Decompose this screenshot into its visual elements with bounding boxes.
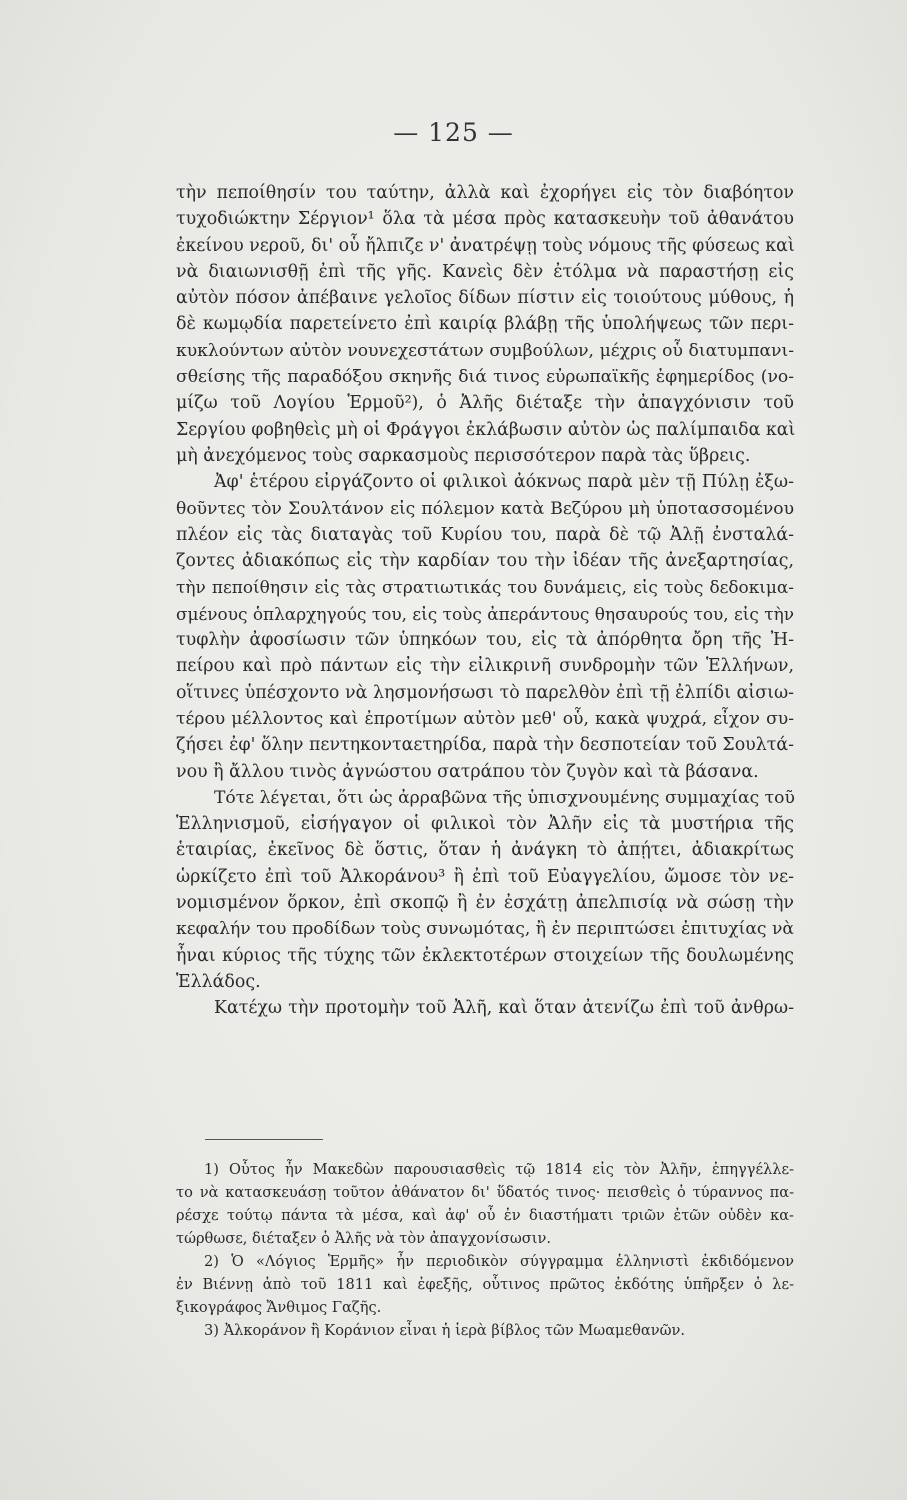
text-line: αὐτὸν πόσον ἀπέβαινε γελοῖος δίδων πίστιν εἰς τοιούτους μύθους, ἡ	[176, 288, 794, 309]
text-line: τυχοδιώκτην Σέργιον¹ ὅλα τὰ μέσα πρὸς κατασκευὴν τοῦ ἀθανάτου	[176, 209, 794, 230]
paragraph-3	[176, 785, 794, 995]
text-line: ζήσει ἐφ' ὅλην πεντηκονταετηρίδα, παρὰ τὴν δεσποτείαν τοῦ Σουλτά-	[176, 735, 794, 756]
text-line: τὴν πεποίθησίν του ταύτην, ἀλλὰ καὶ ἐχορήγει εἰς τὸν διαβόητον	[176, 183, 794, 203]
text-line: Ἑλλάδος.	[176, 971, 261, 992]
text-line: δὲ κωμῳδία παρετείνετο ἐπὶ καιρίᾳ βλάβῃ τῆς ὑπολήψεως τῶν περι-	[176, 314, 794, 335]
text-line: Τότε λέγεται, ὅτι ὡς ἀρραβῶνα τῆς ὑπισχνουμένης συμμαχίας τοῦ	[214, 787, 795, 808]
footnote-separator	[205, 1139, 323, 1140]
text-line: σθείσης τῆς παραδόξου σκηνῆς διά τινος εὐρωπαϊκῆς ἐφημερίδος (νο-	[176, 367, 794, 388]
paragraph-1	[176, 180, 794, 469]
footnote-line: ρέσχε τούτῳ πάντα τὰ μέσα, καὶ ἀφ' οὗ ἐν διαστήματι τριῶν ἐτῶν οὐδὲν κα-	[176, 1207, 794, 1224]
text-line: πλέον εἰς τὰς διαταγὰς τοῦ Κυρίου του, παρὰ δὲ τῷ Ἀλῇ ἐνσταλά-	[176, 524, 794, 545]
text-line: ὡρκίζετο ἐπὶ τοῦ Ἀλκοράνου³ ἢ ἐπὶ τοῦ Εὐαγγελίου, ὤμοσε τὸν νε-	[176, 866, 794, 887]
footnote-line: ξικογράφος Ἄνθιμος Γαζῆς.	[176, 1299, 382, 1316]
footnotes	[176, 1158, 794, 1342]
paragraph-4	[176, 995, 794, 1021]
text-line: τέρου μέλλοντος καὶ ἐπροτίμων αὐτὸν μεθ' οὗ, κακὰ ψυχρά, εἶχον συ-	[176, 708, 794, 729]
footnote-1	[176, 1158, 794, 1250]
text-line: θοῦντες τὸν Σουλτάνον εἰς πόλεμον κατὰ Βεζύρου μὴ ὑποτασσομένου	[176, 498, 794, 519]
footnote-line: 1) Οὗτος ἦν Μακεδὼν παρουσιασθεὶς τῷ 1814 εἰς τὸν Ἀλῆν, ἐπηγγέλλε-	[204, 1161, 794, 1178]
text-line: μίζω τοῦ Λογίου Ἑρμοῦ²), ὁ Ἀλῆς διέταξε τὴν ἀπαγχόνισιν τοῦ	[176, 393, 794, 414]
text-line: Κατέχω τὴν προτομὴν τοῦ Ἀλῆ, καὶ ὅταν ἀτενίζω ἐπὶ τοῦ ἀνθρω-	[214, 998, 794, 1019]
footnote-line: 2) Ὁ «Λόγιος Ἑρμῆς» ἦν περιοδικὸν σύγγραμμα ἑλληνιστὶ ἐκδιδόμενον	[204, 1253, 794, 1270]
text-line: ἐκείνου νεροῦ, δι' οὗ ἤλπιζε ν' ἀνατρέψῃ τοὺς νόμους τῆς φύσεως καὶ	[176, 235, 795, 256]
text-line: τὴν πεποίθησιν εἰς τὰς στρατιωτικάς του δυνάμεις, εἰς τοὺς δεδοκιμα-	[176, 577, 794, 598]
footnote-line: τώρθωσε, διέταξεν ὁ Ἀλῆς νὰ τὸν ἀπαγχονίσωσιν.	[176, 1230, 551, 1247]
text-line: νομισμένον ὅρκον, ἐπὶ σκοπῷ ἢ ἐν ἐσχάτῃ ἀπελπισίᾳ νὰ σώσῃ τὴν	[176, 893, 794, 914]
text-line: τυφλὴν ἀφοσίωσιν τῶν ὑπηκόων του, εἰς τὰ ἀπόρθητα ὄρη τῆς Ἠ-	[176, 630, 794, 651]
text-line: μὴ ἀνεχόμενος τοὺς σαρκασμοὺς περισσότερον παρὰ τὰς ὕβρεις.	[176, 445, 751, 466]
text-line: ἦναι κύριος τῆς τύχης τῶν ἐκλεκτοτέρων στοιχείων τῆς δουλωμένης	[176, 945, 794, 966]
text-line: νου ἢ ἄλλου τινὸς ἀγνώστου σατράπου τὸν ζυγὸν καὶ τὰ βάσανα.	[176, 761, 759, 782]
footnote-line: το νὰ κατασκευάσῃ τοῦτον ἀθάνατον δι' ὕδατός τινος· πεισθεὶς ὁ τύραννος πα-	[176, 1184, 794, 1201]
text-line: Σεργίου φοβηθεὶς μὴ οἱ Φράγγοι ἐκλάβωσιν αὐτὸν ὡς παλίμπαιδα καὶ	[176, 419, 796, 440]
text-line: νὰ διαιωνισθῇ ἐπὶ τῆς γῆς. Κανεὶς δὲν ἐτόλμα νὰ παραστήσῃ εἰς	[176, 261, 794, 282]
text-line: σμένους ὁπλαρχηγούς του, εἰς τοὺς ἀπεράντους θησαυρούς του, εἰς τὴν	[176, 603, 794, 624]
text-line: κυκλούντων αὐτὸν νουνεχεστάτων συμβούλων, μέχρις οὗ διατυμπανι-	[176, 340, 794, 361]
text-line: οἵτινες ὑπέσχοντο νὰ λησμονήσωσι τὸ παρελθὸν ἐπὶ τῇ ἐλπίδι αἰσιω-	[176, 682, 794, 703]
text-line: Ἑλληνισμοῦ, εἰσήγαγον οἱ φιλικοὶ τὸν Ἀλῆν εἰς τὰ μυστήρια τῆς	[176, 814, 794, 835]
footnote-2	[176, 1250, 794, 1319]
text-line: Ἀφ' ἑτέρου εἰργάζοντο οἱ φιλικοὶ ἀόκνως παρὰ μὲν τῇ Πύλῃ ἐξω-	[214, 472, 794, 493]
footnote-line: ἐν Βιέννῃ ἀπὸ τοῦ 1811 καὶ ἐφεξῆς, οὗτινος πρῶτος ἐκδότης ὑπῆρξεν ὁ λε-	[176, 1276, 794, 1293]
text-line: ἑταιρίας, ἐκεῖνος δὲ ὅστις, ὅταν ἡ ἀνάγκη τὸ ἀπῄτει, ἀδιακρίτως	[176, 840, 794, 861]
body-text	[176, 180, 794, 1022]
page-number: — 125 —	[393, 118, 514, 147]
paragraph-2	[176, 469, 794, 785]
text-line: κεφαλήν του προδίδων τοὺς συνωμότας, ἢ ἐν περιπτώσει ἐπιτυχίας νὰ	[176, 919, 794, 940]
footnote-line: 3) Ἀλκοράνον ἢ Κοράνιον εἶναι ἡ ἱερὰ βίβλος τῶν Μωαμεθανῶν.	[204, 1322, 686, 1339]
text-line: ζοντες ἀδιακόπως εἰς τὴν καρδίαν του τὴν ἰδέαν τῆς ἀνεξαρτησίας,	[176, 551, 794, 572]
footnote-3	[176, 1319, 794, 1342]
text-line: πείρου καὶ πρὸ πάντων εἰς τὴν εἰλικρινῆ συνδρομὴν τῶν Ἑλλήνων,	[176, 656, 794, 677]
